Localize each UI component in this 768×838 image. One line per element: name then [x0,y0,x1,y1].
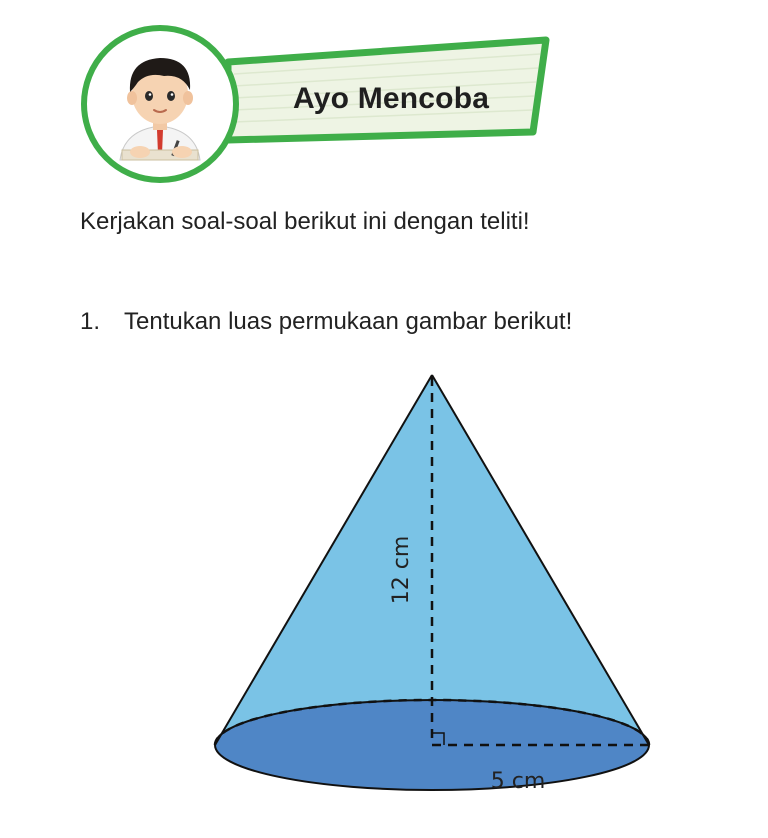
question-text: Tentukan luas permukaan gambar berikut! [124,308,573,335]
cone-figure [200,360,680,830]
question-number: 1. [80,308,101,335]
radius-label: 5 cm [490,769,546,794]
ayo-mencoba-banner [78,22,558,192]
question-1 [80,308,572,336]
height-label: 12 cm [389,535,414,605]
instruction-text: Kerjakan soal-soal berikut ini dengan teliti! [80,208,530,235]
banner-title: Ayo Mencoba [293,82,490,115]
